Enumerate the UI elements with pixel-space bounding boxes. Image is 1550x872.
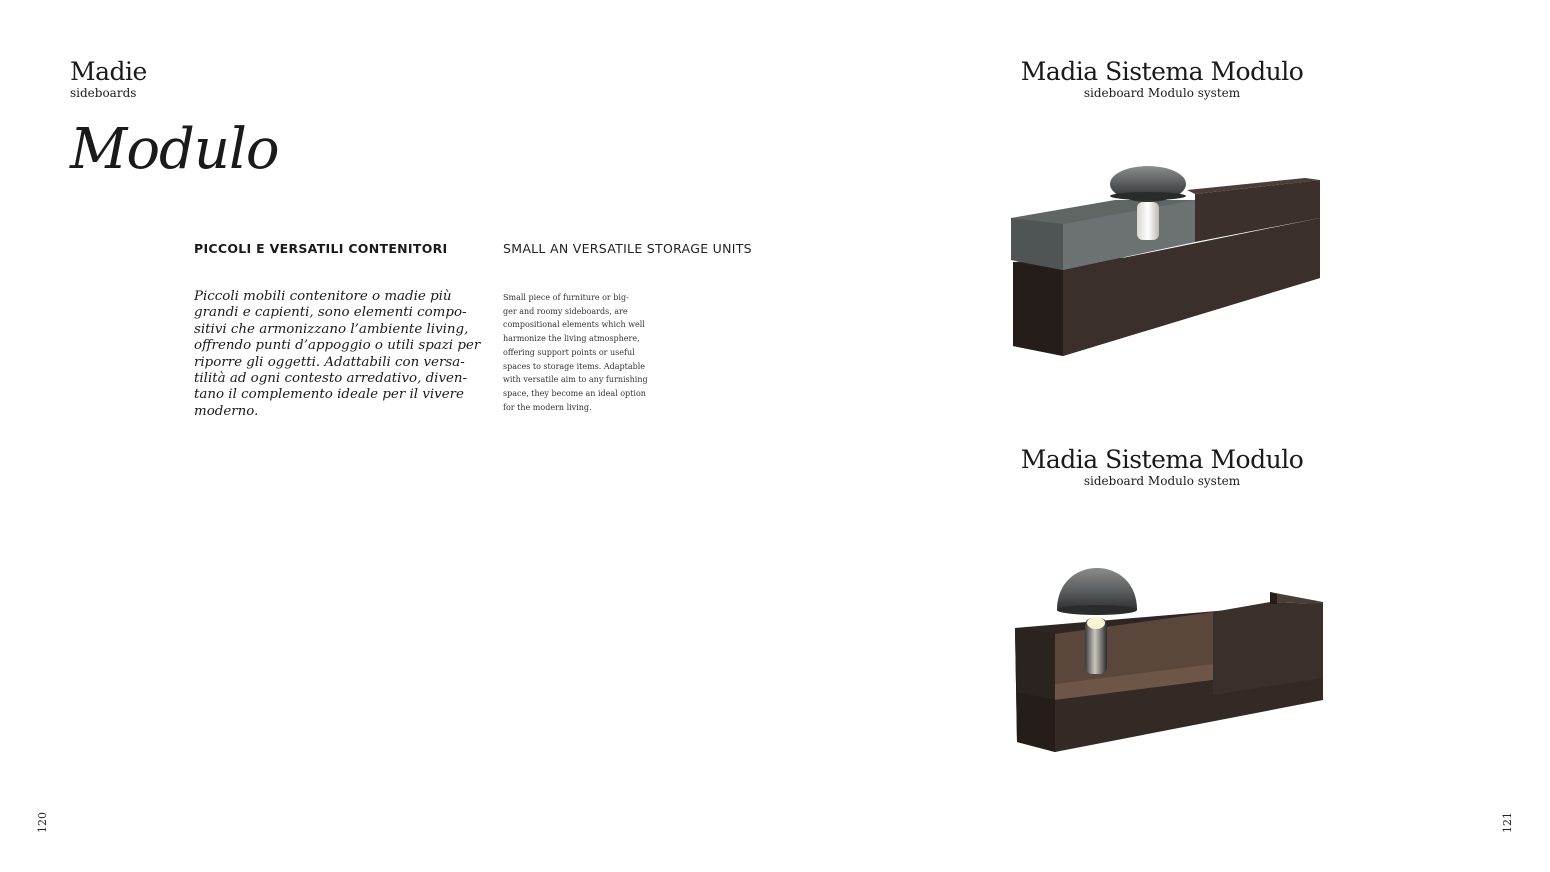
intro-body-italian [194, 289, 481, 420]
body-line: tilità ad ogni contesto arredativo, diven- [194, 371, 468, 387]
body-line: with versatile aim to any furnishing [503, 375, 648, 385]
body-line: compositional elements which well [503, 320, 645, 330]
raised-box-edge [1270, 592, 1277, 604]
product-caption [1012, 58, 1312, 100]
body-line: spaces to storage items. Adaptable [503, 361, 646, 371]
body-line: for the modern living. [503, 402, 592, 412]
section-title: Madie [70, 57, 147, 86]
body-line: space, they become an ideal option [503, 388, 646, 398]
product-name: Madia Sistema Modulo [1020, 445, 1304, 474]
body-line: riporre gli oggetti. Adattabili con versa- [194, 354, 465, 370]
lamp-shade [1057, 568, 1137, 610]
body-line: grandi e capienti, sono elementi compo- [194, 305, 467, 321]
product-caption [1012, 446, 1312, 488]
product-title: Modulo [70, 117, 279, 182]
body-line: Small piece of furniture or big- [503, 293, 629, 302]
product-name: Madia Sistema Modulo [1020, 57, 1304, 86]
body-line: harmonize the living atmosphere, [503, 334, 640, 344]
page-number-right: 121 [1501, 812, 1514, 833]
body-line: tano il complemento ideale per il vivere [194, 387, 464, 403]
cabinet-side [1013, 262, 1063, 356]
body-line: offering support points or useful [503, 347, 635, 357]
product-description: sideboard Modulo system [1083, 474, 1241, 488]
lamp-glow [1087, 617, 1105, 629]
body-line: moderno. [194, 403, 259, 419]
body-line: sitivi che armonizzano l’ambiente living, [194, 321, 469, 337]
sideboard-image-1 [1005, 160, 1330, 365]
lamp-rim [1110, 192, 1186, 200]
intro-heading-english: SMALL AN VERSATILE STORAGE UNITS [503, 241, 752, 256]
body-line: offrendo punti d’appoggio o utili spazi per [194, 338, 481, 354]
lamp-rim [1057, 605, 1137, 615]
front-panel-left [1015, 628, 1055, 700]
body-line: ger and roomy sideboards, are [503, 306, 628, 316]
intro-body-english [503, 291, 653, 414]
page-number-left: 120 [36, 812, 49, 833]
product-description: sideboard Modulo system [1083, 86, 1241, 100]
body-line: Piccoli mobili contenitore o madie più [194, 289, 452, 304]
intro-heading-italian: PICCOLI E VERSATILI CONTENITORI [194, 241, 448, 256]
section-subtitle: sideboards [70, 86, 137, 100]
lamp-base [1137, 202, 1159, 240]
sideboard-image-2 [1005, 560, 1330, 760]
raised-box-top [1270, 592, 1323, 604]
